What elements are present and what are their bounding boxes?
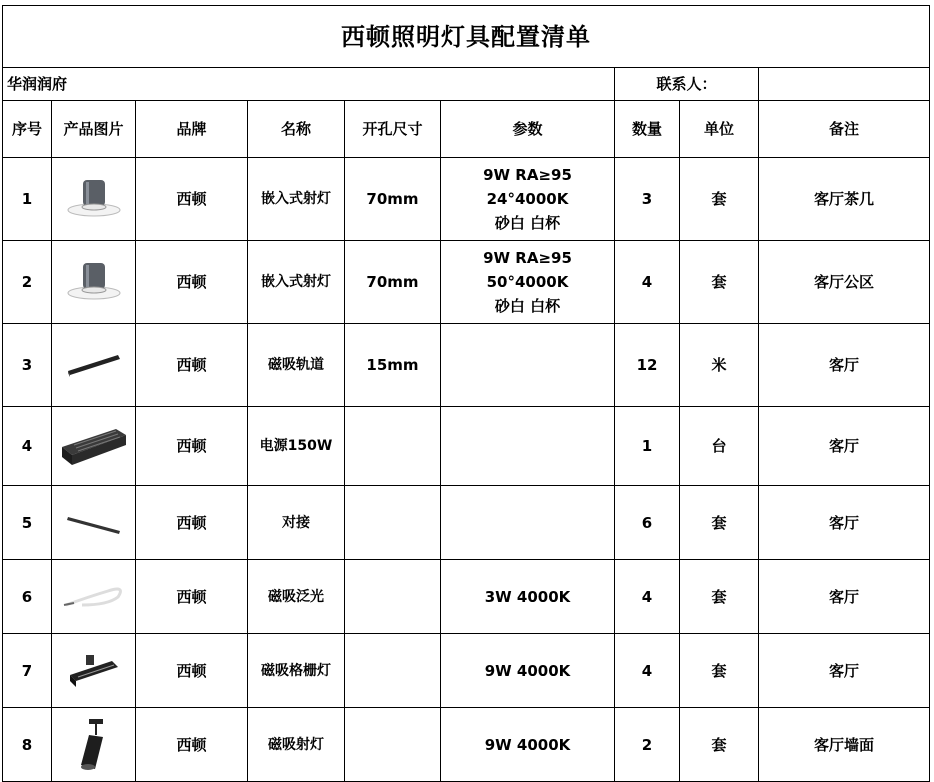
header-row — [3, 101, 930, 158]
param-line: 砂白 白杯 — [494, 297, 561, 315]
row-index: 6 — [3, 560, 52, 634]
config-sheet — [2, 5, 930, 782]
row-image — [52, 560, 136, 634]
row-note: 客厅公区 — [759, 241, 930, 324]
row-qty: 3 — [615, 158, 680, 241]
downlight-icon — [52, 257, 135, 307]
row-brand: 西顿 — [136, 158, 248, 241]
project-name: 华润润府 — [3, 68, 615, 101]
header-index: 序号 — [3, 101, 52, 158]
row-image — [52, 486, 136, 560]
row-qty: 4 — [615, 634, 680, 708]
row-note: 客厅 — [759, 634, 930, 708]
row-name: 磁吸射灯 — [248, 708, 345, 782]
header-image: 产品图片 — [52, 101, 136, 158]
row-image — [52, 634, 136, 708]
row-qty: 4 — [615, 241, 680, 324]
param-line: 3W 4000K — [484, 587, 571, 606]
row-brand: 西顿 — [136, 634, 248, 708]
spotlight-icon — [52, 717, 135, 773]
row-brand: 西顿 — [136, 708, 248, 782]
row-cutout — [345, 708, 441, 782]
title-row — [3, 6, 930, 68]
row-brand: 西顿 — [136, 486, 248, 560]
row-params — [441, 158, 615, 241]
row-index: 5 — [3, 486, 52, 560]
row-cutout — [345, 560, 441, 634]
row-image — [52, 407, 136, 486]
table-row — [3, 560, 930, 634]
row-cutout: 70mm — [345, 241, 441, 324]
row-unit: 套 — [680, 708, 759, 782]
param-line: 9W RA≥95 — [483, 249, 572, 267]
downlight-icon — [52, 174, 135, 224]
row-name: 磁吸轨道 — [248, 324, 345, 407]
table-row — [3, 241, 930, 324]
param-line: 24°4000K — [486, 190, 569, 208]
row-params — [441, 407, 615, 486]
row-index: 8 — [3, 708, 52, 782]
row-index: 3 — [3, 324, 52, 407]
row-index: 1 — [3, 158, 52, 241]
row-unit: 套 — [680, 158, 759, 241]
row-index: 4 — [3, 407, 52, 486]
row-note: 客厅 — [759, 407, 930, 486]
row-index: 7 — [3, 634, 52, 708]
row-name: 磁吸泛光 — [248, 560, 345, 634]
header-note: 备注 — [759, 101, 930, 158]
header-brand: 品牌 — [136, 101, 248, 158]
row-qty: 1 — [615, 407, 680, 486]
row-params — [441, 241, 615, 324]
row-qty: 2 — [615, 708, 680, 782]
param-line: 9W RA≥95 — [483, 166, 572, 184]
row-qty: 6 — [615, 486, 680, 560]
header-params: 参数 — [441, 101, 615, 158]
row-note: 客厅 — [759, 560, 930, 634]
row-brand: 西顿 — [136, 560, 248, 634]
row-note: 客厅 — [759, 324, 930, 407]
row-cutout: 15mm — [345, 324, 441, 407]
row-brand: 西顿 — [136, 407, 248, 486]
row-image — [52, 708, 136, 782]
table-row — [3, 634, 930, 708]
header-cutout: 开孔尺寸 — [345, 101, 441, 158]
row-image — [52, 158, 136, 241]
power-supply-icon — [52, 421, 135, 471]
row-unit: 套 — [680, 241, 759, 324]
row-params — [441, 324, 615, 407]
table-row — [3, 158, 930, 241]
contact-label: 联系人： — [615, 68, 759, 101]
row-name: 磁吸格栅灯 — [248, 634, 345, 708]
row-unit: 套 — [680, 486, 759, 560]
param-line: 50°4000K — [486, 273, 569, 291]
param-line: 9W 4000K — [484, 661, 571, 680]
row-name: 对接 — [248, 486, 345, 560]
flood-light-strip-icon — [52, 575, 135, 619]
config-table — [2, 5, 930, 782]
page-title: 西顿照明灯具配置清单 — [3, 6, 930, 68]
table-row — [3, 324, 930, 407]
row-unit: 台 — [680, 407, 759, 486]
row-cutout — [345, 486, 441, 560]
row-unit: 米 — [680, 324, 759, 407]
row-note: 客厅墙面 — [759, 708, 930, 782]
row-brand: 西顿 — [136, 241, 248, 324]
row-qty: 12 — [615, 324, 680, 407]
table-row — [3, 708, 930, 782]
connector-icon — [52, 503, 135, 543]
row-params — [441, 708, 615, 782]
row-qty: 4 — [615, 560, 680, 634]
row-unit: 套 — [680, 560, 759, 634]
row-image — [52, 324, 136, 407]
header-unit: 单位 — [680, 101, 759, 158]
magnetic-track-icon — [52, 345, 135, 385]
row-unit: 套 — [680, 634, 759, 708]
row-note: 客厅 — [759, 486, 930, 560]
table-body — [3, 158, 930, 782]
table-row — [3, 407, 930, 486]
info-row — [3, 68, 930, 101]
row-index: 2 — [3, 241, 52, 324]
row-name: 电源150W — [248, 407, 345, 486]
table-row — [3, 486, 930, 560]
header-name: 名称 — [248, 101, 345, 158]
row-params — [441, 486, 615, 560]
param-line: 9W 4000K — [484, 735, 571, 754]
contact-value[interactable] — [759, 68, 930, 101]
row-note: 客厅茶几 — [759, 158, 930, 241]
row-cutout — [345, 407, 441, 486]
row-cutout: 70mm — [345, 158, 441, 241]
header-qty: 数量 — [615, 101, 680, 158]
row-name: 嵌入式射灯 — [248, 158, 345, 241]
grille-light-icon — [52, 649, 135, 693]
row-cutout — [345, 634, 441, 708]
row-name: 嵌入式射灯 — [248, 241, 345, 324]
row-brand: 西顿 — [136, 324, 248, 407]
row-image — [52, 241, 136, 324]
param-line: 砂白 白杯 — [494, 214, 561, 232]
row-params — [441, 560, 615, 634]
row-params — [441, 634, 615, 708]
